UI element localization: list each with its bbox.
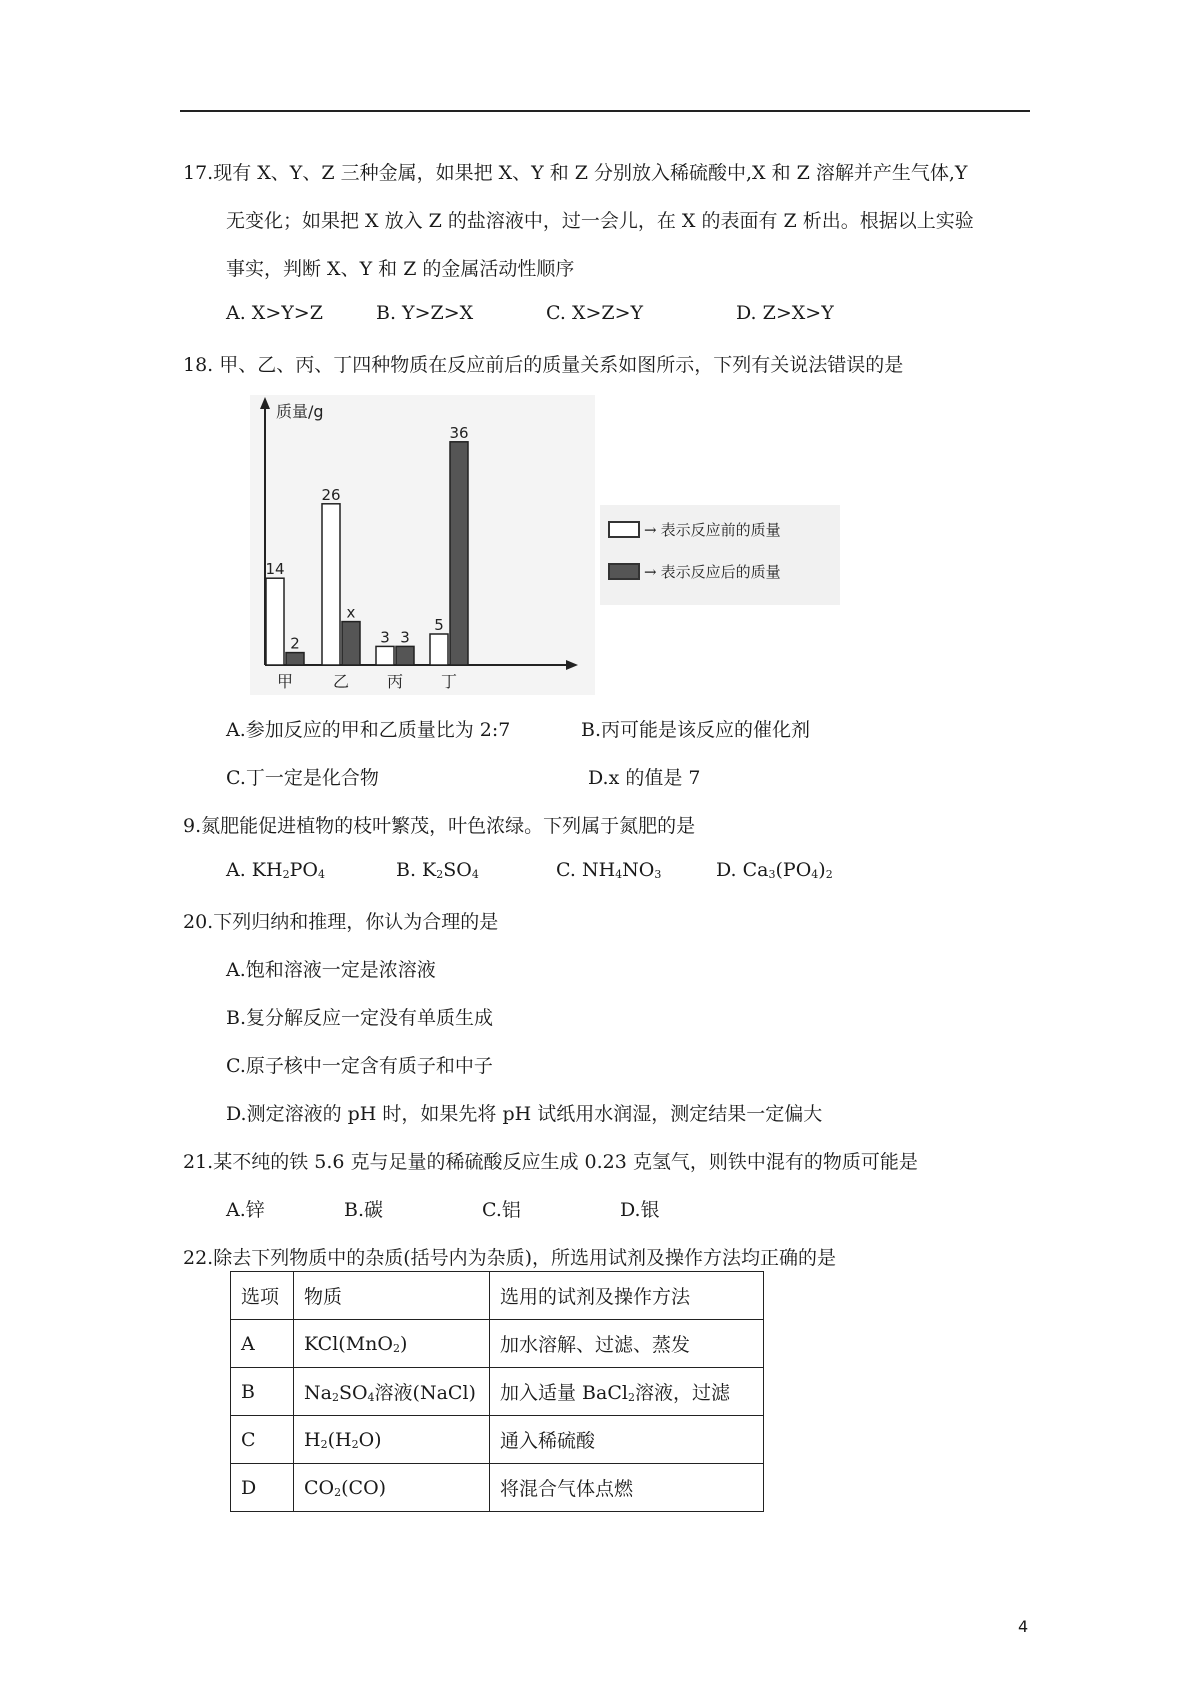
x-tick-label: 甲 bbox=[276, 672, 294, 691]
chart-background bbox=[250, 395, 595, 695]
q20-option-d[interactable]: D.测定溶液的 pH 时，如果先将 pH 试纸用水润湿，测定结果一定偏大 bbox=[226, 1103, 823, 1125]
row-option: C bbox=[231, 1416, 294, 1464]
data-label: 5 bbox=[434, 616, 444, 634]
q20-option-b[interactable]: B.复分解反应一定没有单质生成 bbox=[226, 1007, 494, 1029]
q21-option-a[interactable]: A.锌 bbox=[226, 1199, 265, 1221]
q20-option-c[interactable]: C.原子核中一定含有质子和中子 bbox=[226, 1055, 493, 1077]
arrow-right-icon: → bbox=[644, 563, 657, 581]
row-substance: $Na_2SO_4$溶液(NaCl) bbox=[294, 1368, 490, 1416]
q17-option-c[interactable]: C. X>Z>Y bbox=[546, 302, 644, 324]
row-option: D bbox=[231, 1464, 294, 1512]
q19-options bbox=[226, 859, 833, 881]
row-option: A bbox=[231, 1320, 294, 1368]
q20-option-a[interactable]: A.饱和溶液一定是浓溶液 bbox=[226, 959, 436, 981]
bar-丙-before bbox=[376, 646, 394, 665]
legend-after-label: 表示反应后的质量 bbox=[660, 563, 781, 581]
q17-options bbox=[226, 302, 834, 324]
q17-option-d[interactable]: D. Z>X>Y bbox=[736, 302, 834, 324]
q22-stem: 22.除去下列物质中的杂质(括号内为杂质)，所选用试剂及操作方法均正确的是 bbox=[183, 1247, 837, 1269]
q18-option-c[interactable]: C.丁一定是化合物 bbox=[226, 767, 379, 789]
table-row bbox=[231, 1416, 764, 1464]
q17-line3: 事实，判断 X、Y 和 Z 的金属活动性顺序 bbox=[226, 258, 575, 280]
bar-丙-after bbox=[396, 646, 414, 665]
row-method: 将混合气体点燃 bbox=[490, 1464, 764, 1512]
q20-stem: 20.下列归纳和推理，你认为合理的是 bbox=[183, 911, 499, 933]
row-method: 加水溶解、过滤、蒸发 bbox=[490, 1320, 764, 1368]
table-header-row bbox=[231, 1272, 764, 1320]
legend-before-label: 表示反应前的质量 bbox=[660, 521, 781, 539]
q21-options bbox=[226, 1195, 660, 1222]
q21-stem: 21.某不纯的铁 5.6 克与足量的稀硫酸反应生成 0.23 克氢气，则铁中混有的物质可能是 bbox=[183, 1151, 918, 1173]
y-axis-label: 质量/g bbox=[276, 402, 324, 421]
table-row bbox=[231, 1464, 764, 1512]
q19-option-a[interactable]: A. $KH_2PO_4$ bbox=[226, 859, 325, 881]
q19-option-d[interactable]: D. $Ca_3(PO_4)_2$ bbox=[716, 859, 833, 881]
q17-line2: 无变化；如果把 X 放入 Z 的盐溶液中，过一会儿，在 X 的表面有 Z 析出。根据以上实验 bbox=[226, 210, 974, 232]
bar-甲-before bbox=[266, 578, 284, 665]
page-number: 4 bbox=[1018, 1617, 1029, 1636]
q19-stem: 9.氮肥能促进植物的枝叶繁茂，叶色浓绿。下列属于氮肥的是 bbox=[183, 815, 696, 837]
data-label: 36 bbox=[449, 423, 469, 442]
header-option: 选项 bbox=[231, 1272, 294, 1320]
bar-丁-after bbox=[450, 442, 468, 665]
q18-option-b[interactable]: B.丙可能是该反应的催化剂 bbox=[581, 719, 811, 741]
q17-line1: 17.现有 X、Y、Z 三种金属，如果把 X、Y 和 Z 分别放入稀硫酸中,X 和 Z 溶解并产生气体,Y bbox=[183, 162, 968, 184]
row-substance: $H_2(H_2O)$ bbox=[294, 1416, 490, 1464]
data-label: 26 bbox=[321, 485, 341, 504]
bar-丁-before bbox=[430, 634, 448, 665]
legend-before-swatch bbox=[608, 521, 640, 538]
header-method: 选用的试剂及操作方法 bbox=[490, 1272, 764, 1320]
bar-乙-after bbox=[342, 622, 360, 665]
q18-options-row1 bbox=[226, 715, 810, 742]
x-tick-label: 丁 bbox=[440, 672, 458, 691]
q19-option-c[interactable]: C. $NH_4NO_3$ bbox=[556, 859, 662, 881]
data-label: 3 bbox=[380, 628, 390, 647]
arrow-right-icon: → bbox=[644, 521, 657, 539]
data-label: 2 bbox=[290, 634, 300, 653]
legend-after-swatch bbox=[608, 563, 640, 580]
x-tick-label: 丙 bbox=[386, 672, 404, 691]
row-substance: $CO_2(CO)$ bbox=[294, 1464, 490, 1512]
q18-option-d[interactable]: D.x 的值是 7 bbox=[588, 767, 701, 789]
table-row bbox=[231, 1320, 764, 1368]
row-option: B bbox=[231, 1368, 294, 1416]
legend-after bbox=[608, 561, 781, 582]
legend-before bbox=[608, 519, 781, 540]
header-rule bbox=[180, 110, 1030, 112]
table-row bbox=[231, 1368, 764, 1416]
q17-option-b[interactable]: B. Y>Z>X bbox=[376, 302, 474, 324]
bar-甲-after bbox=[286, 653, 304, 665]
mass-bar-chart bbox=[250, 395, 630, 695]
data-label: 14 bbox=[265, 560, 285, 579]
q18-options-row2 bbox=[226, 763, 700, 790]
q17-option-a[interactable]: A. X>Y>Z bbox=[226, 302, 323, 324]
impurity-table bbox=[230, 1271, 764, 1512]
q18-option-a[interactable]: A.参加反应的甲和乙质量比为 2:7 bbox=[226, 719, 511, 741]
data-label: x bbox=[346, 603, 356, 622]
header-substance: 物质 bbox=[294, 1272, 490, 1320]
x-tick-label: 乙 bbox=[332, 672, 350, 691]
q21-option-c[interactable]: C.铝 bbox=[482, 1199, 521, 1221]
q21-option-d[interactable]: D.银 bbox=[620, 1199, 660, 1221]
chart-legend bbox=[600, 505, 840, 605]
q21-option-b[interactable]: B.碳 bbox=[344, 1199, 384, 1221]
data-label: 3 bbox=[400, 628, 410, 647]
row-method: 通入稀硫酸 bbox=[490, 1416, 764, 1464]
q19-option-b[interactable]: B. $K_2SO_4$ bbox=[396, 859, 479, 881]
row-method: 加入适量 BaCl$_2$溶液，过滤 bbox=[490, 1368, 764, 1416]
row-substance: KCl(MnO$_2$) bbox=[294, 1320, 490, 1368]
q18-stem: 18. 甲、乙、丙、丁四种物质在反应前后的质量关系如图所示，下列有关说法错误的是 bbox=[183, 354, 904, 376]
bar-乙-before bbox=[322, 504, 340, 665]
